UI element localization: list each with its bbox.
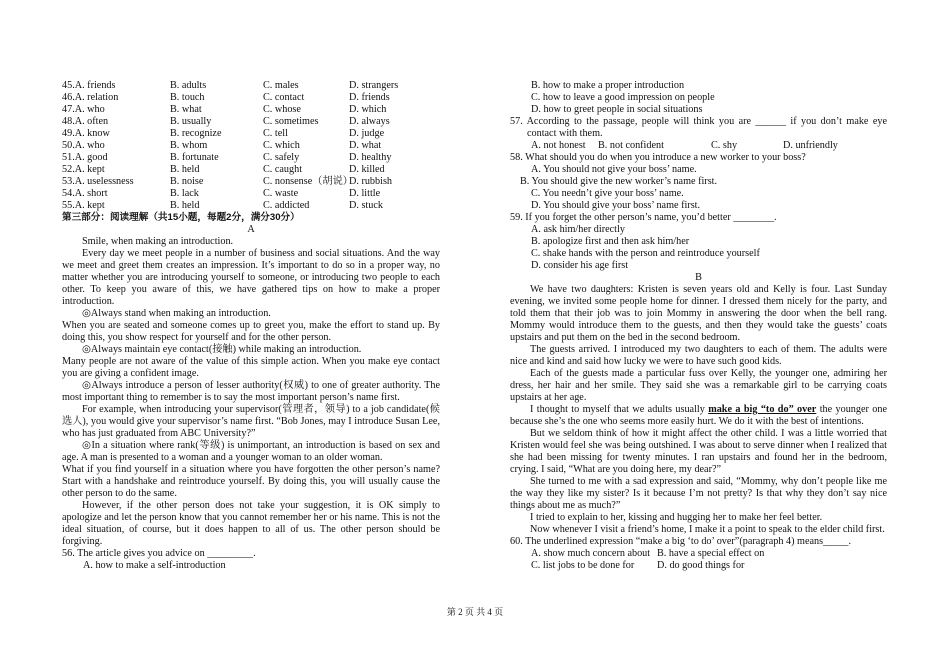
option-c: C. addicted (263, 200, 310, 211)
tip-body: When you are seated and someone comes up to greet you, make the effort to stand up. By doing this, you show respect for yourself and for the other person. (62, 320, 440, 343)
option-d: D. little (349, 188, 381, 199)
option-c: C. sometimes (263, 116, 319, 127)
paragraph-text: I thought to myself that we adults usually (530, 404, 705, 415)
paragraph-text: the younger one because she’s the one who seems more easily hurt. We do it with the best of intentions. (510, 404, 888, 427)
question-57-stem: 57. According to the passage, people will think you are ______ if you don’t make eye contact with them. (510, 116, 887, 139)
option-c: C. males (263, 80, 299, 91)
page-footer: 第 2 页 共 4 页 (446, 607, 504, 617)
cloze-option-row (62, 164, 440, 176)
option-b: B. lack (170, 188, 199, 199)
option-c: C. list jobs to be done for (531, 560, 635, 571)
option-d: D. consider his age first (531, 260, 629, 271)
passage-b-paragraph: We have two daughters: Kristen is seven years old and Kelly is four. Last Sunday evening, we invited some people home for dinner. I dressed them nicely for the party, and told them that their job was to join Mommy in answering the door when the bell rang. Mommy would introduce them to the guests, and then they would take the guests’ coats upstairs and put them on the bed in the second bedroom. (510, 284, 887, 343)
cloze-option-row (62, 200, 440, 212)
option-b: B. not confident (598, 140, 664, 151)
section-title: 第三部分：阅读理解（共15小题，每题2分，满分30分） (62, 212, 300, 223)
passage-b-paragraph: Now whenever I visit a friend’s home, I make it a point to speak to the elder child first. (530, 524, 885, 535)
option-d: D. do good things for (657, 560, 745, 571)
tip-body: Many people are not aware of the value of this simple action. When you make eye contact you are giving a confident image. (62, 356, 440, 379)
option-a: A. not honest (531, 140, 586, 151)
option-c: C. contact (263, 92, 305, 103)
underlined-expression: make a big “to do” over (708, 404, 817, 415)
cloze-option-row (62, 176, 440, 188)
left-column (62, 80, 440, 572)
option-b: B. You should give the new worker’s name first. (520, 176, 718, 187)
option-c: C. tell (263, 128, 288, 139)
option-d: D. always (349, 116, 390, 127)
option-d: D. which (349, 104, 387, 115)
cloze-option-row (62, 80, 440, 92)
option-d: D. You should give your boss’ name first. (531, 200, 701, 211)
option-b: B. have a special effect on (657, 548, 765, 559)
passage-b-paragraph: Each of the guests made a particular fuss over Kelly, the younger one, admiring her dress, her hair and her smile. They said she was a remarkable girl to be carrying coats upstairs at her age. (510, 368, 887, 403)
option-b: B. held (170, 164, 200, 175)
option-b: B. touch (170, 92, 205, 103)
tip-heading: ◎Always introduce a person of lesser authority(权威) to one of greater authority. The most important thing to remember is to say the most important person’s name first. (62, 380, 440, 403)
option-b: B. recognize (170, 128, 222, 139)
right-column (510, 80, 887, 572)
tip-heading: ◎Always maintain eye contact(接触) while making an introduction. (82, 344, 362, 355)
option-a: 46.A. relation (62, 92, 119, 103)
option-a: 54.A. short (62, 188, 108, 199)
option-a: A. You should not give your boss’ name. (531, 164, 697, 175)
option-b: B. usually (170, 116, 212, 127)
option-b: B. adults (170, 80, 207, 91)
option-c: C. whose (263, 104, 301, 115)
option-d: D. friends (349, 92, 390, 103)
question-58-stem: 58. What should you do when you introduce a new worker to your boss? (510, 152, 806, 163)
option-d: D. rubbish (349, 176, 393, 187)
passage-a-title: Smile, when making an introduction. (82, 236, 234, 247)
option-b: B. how to make a proper introduction (531, 80, 685, 91)
option-a: 47.A. who (62, 104, 105, 115)
question-60-options-row (510, 560, 887, 572)
cloze-options-table (62, 80, 440, 212)
question-60-options-row (510, 548, 887, 560)
cloze-option-row (62, 128, 440, 140)
option-a: 48.A. often (62, 116, 109, 127)
option-d: D. how to greet people in social situations (531, 104, 703, 115)
option-b: B. fortunate (170, 152, 219, 163)
option-d: D. killed (349, 164, 385, 175)
question-59-stem: 59. If you forget the other person’s name, you’d better ________. (510, 212, 777, 223)
option-b: B. what (170, 104, 202, 115)
option-a: 53.A. uselessness (62, 176, 134, 187)
passage-a-label: A (247, 224, 255, 235)
option-b: B. apologize first and then ask him/her (531, 236, 690, 247)
option-c: C. shake hands with the person and reintroduce yourself (531, 248, 760, 259)
cloze-option-row (62, 152, 440, 164)
cloze-option-row (62, 140, 440, 152)
question-60-stem: 60. The underlined expression “make a big ‘to do’ over”(paragraph 4) means_____. (510, 536, 852, 547)
option-a: 49.A. know (62, 128, 110, 139)
option-c: C. shy (711, 140, 738, 151)
option-d: D. strangers (349, 80, 399, 91)
option-c: C. nonsense（胡说） (263, 176, 353, 187)
passage-b-paragraph: The guests arrived. I introduced my two daughters to each of them. The adults were nice and kind and said how lucky we were to have such good kids. (510, 344, 887, 367)
option-a: A. ask him/her directly (531, 224, 625, 235)
passage-b-paragraph-4 (510, 404, 887, 428)
option-d: D. judge (349, 128, 385, 139)
option-b: B. noise (170, 176, 204, 187)
cloze-option-row (62, 104, 440, 116)
option-c: C. You needn’t give your boss’ name. (531, 188, 684, 199)
passage-a-paragraph: Every day we meet people in a number of business and social situations. And the way we meet and greet them creates an impression. It’s important to do so in a proper way, no matter whether you are introducing yourself to someone, or introducing two people to each other. To keep you aware of this, we have gathered tips on how to make a proper introduction. (62, 248, 440, 307)
tip-heading: ◎Always stand when making an introduction. (82, 308, 271, 319)
cloze-option-row (62, 92, 440, 104)
option-d: D. healthy (349, 152, 392, 163)
passage-a-paragraph: However, if the other person does not take your suggestion, it is OK simply to apologize and let the person know that you cannot remember her or his name. This is not the ideal situation, of course, but it does happen to all of us. The other person should be forgiving. (62, 500, 440, 547)
passage-b-paragraph: She turned to me with a sad expression and said, “Mommy, why don’t people like me the way they like my sister? Is it because I’m not pretty? Is that why they don’t say nice things about me as much?” (510, 476, 887, 511)
option-a: 52.A. kept (62, 164, 105, 175)
option-c: C. safely (263, 152, 300, 163)
option-d: D. unfriendly (783, 140, 838, 151)
option-d: D. stuck (349, 200, 383, 211)
passage-b-label: B (695, 272, 702, 283)
question-56-stem: 56. The article gives you advice on _________. (62, 548, 256, 559)
option-a: 50.A. who (62, 140, 105, 151)
option-a: 45.A. friends (62, 80, 116, 91)
passage-b-paragraph: But we seldom think of how it might affect the other child. I was a little worried that Kristen would feel she was being outshined. I was about to serve dinner when I realized that she had been missing for twenty minutes. I ran upstairs and found her in the bedroom, crying. I said, “What are you doing here, my dear?” (510, 428, 887, 475)
option-b: B. held (170, 200, 200, 211)
cloze-option-row (62, 116, 440, 128)
option-c: C. waste (263, 188, 299, 199)
tip-body: For example, when introducing your supervisor(管理者，领导) to a job candidate(候选人), you would give your supervisor’s name first. “Bob Jones, may I introduce Susan Lee, who has just graduated from ABC University?” (62, 404, 440, 439)
tip-heading: ◎In a situation where rank(等级) is unimportant, an introduction is based on sex and age. A man is presented to a woman and a younger woman to an older woman. (62, 440, 440, 463)
option-c: C. how to leave a good impression on people (531, 92, 715, 103)
option-c: C. caught (263, 164, 303, 175)
cloze-option-row (62, 188, 440, 200)
tip-body: What if you find yourself in a situation where you have forgotten the other person’s name? Start with a handshake and reintroduce yourself. By doing this, you will usually cause the other person to do the same. (62, 464, 440, 499)
option-a: A. show much concern about (531, 548, 651, 559)
passage-b-paragraph: I tried to explain to her, kissing and hugging her to make her feel better. (530, 512, 823, 523)
option-b: B. whom (170, 140, 208, 151)
option-a: 51.A. good (62, 152, 108, 163)
question-57-options (510, 140, 887, 152)
option-d: D. what (349, 140, 382, 151)
option-a: A. how to make a self-introduction (83, 560, 226, 571)
option-a: 55.A. kept (62, 200, 105, 211)
option-c: C. which (263, 140, 300, 151)
